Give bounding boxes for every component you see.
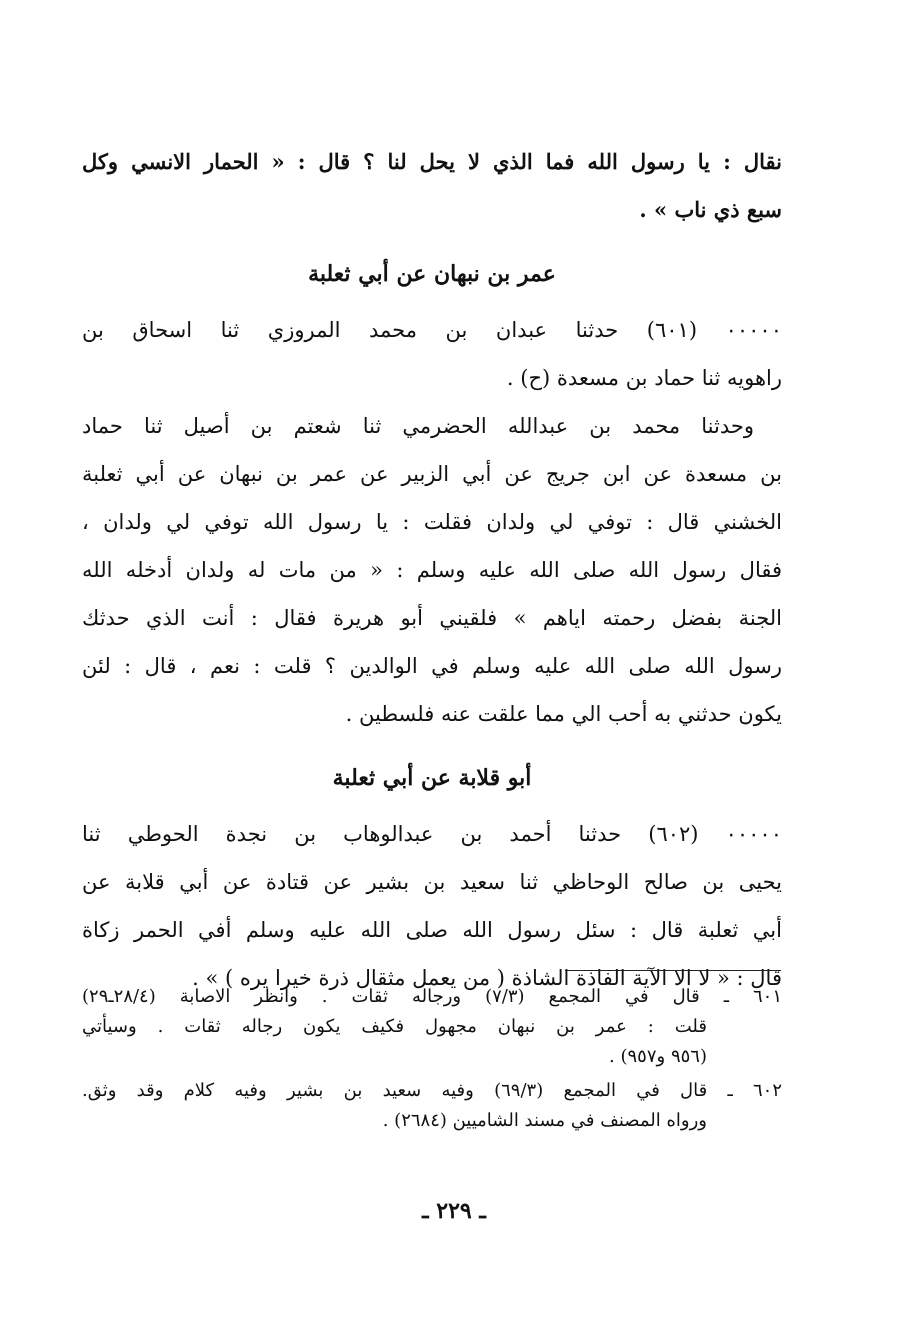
text-line: فقال رسول الله صلى الله عليه وسلم : « من مات له ولدان أدخله الله <box>82 558 782 582</box>
text-line: أبي ثعلبة قال : سئل رسول الله صلى الله عليه وسلم أفي الحمر زكاة <box>82 918 782 942</box>
text-line: بن مسعدة عن ابن جريج عن أبي الزبير عن عمر بن نبهان عن أبي ثعلبة <box>82 462 782 486</box>
text-line: قال : « لا الا الآية الفاذة الشاذة ( من يعمل مثقال ذرة خيرا يره ) » . <box>192 966 782 990</box>
text-line: ٠٠٠٠٠ (٦٠١) حدثنا عبدان بن محمد المروزي ثنا اسحاق بن <box>82 318 782 342</box>
text-line: الخشني قال : توفي لي ولدان فقلت : يا رسول الله توفي لي ولدان ، <box>82 510 782 534</box>
text-line: يكون حدثني به أحب الي مما علقت عنه فلسطين . <box>345 702 782 726</box>
footnote-line: قلت : عمر بن نبهان مجهول فكيف يكون رجاله ثقات . وسيأتي <box>82 1016 707 1037</box>
footnote-separator <box>565 970 781 971</box>
section-heading: عمر بن نبهان عن أبي ثعلبة <box>308 261 556 287</box>
section-heading: أبو قلابة عن أبي ثعلبة <box>332 765 532 791</box>
footnote-601 <box>82 982 782 1072</box>
text-line: ٠٠٠٠٠ (٦٠٢) حدثنا أحمد بن عبدالوهاب بن نجدة الحوطي ثنا <box>82 822 782 846</box>
main-text <box>82 138 782 1002</box>
footnotes <box>82 982 782 1136</box>
text-line: وحدثنا محمد بن عبدالله الحضرمي ثنا شعتم بن أصيل ثنا حماد <box>82 414 754 438</box>
footnote-line: ٦٠٢ ـ قال في المجمع (٦٩/٣) وفيه سعيد بن بشير وفيه كلام وقد وثق. <box>82 1080 782 1101</box>
text-line: سبع ذي ناب » . <box>639 197 782 222</box>
text-line: الجنة بفضل رحمته اياهم » فلقيني أبو هريرة فقال : أنت الذي حدثك <box>82 606 782 630</box>
page-number: ـ ٢٢٩ ـ <box>422 1198 486 1224</box>
text-line: يحيى بن صالح الوحاظي ثنا سعيد بن بشير عن قتادة عن أبي قلابة عن <box>82 870 782 894</box>
text-line: نقال : يا رسول الله فما الذي لا يحل لنا ؟ قال : « الحمار الانسي وكل <box>82 149 782 174</box>
text-line: راهويه ثنا حماد بن مسعدة (ح) . <box>506 366 782 390</box>
footnote-line: ٦٠١ ـ قال في المجمع (٧/٣) ورجاله ثقات . وانظر الاصابة (٢٨/٤ـ٢٩) <box>82 986 782 1007</box>
footnote-line: ورواه المصنف في مسند الشاميين (٢٦٨٤) . <box>382 1110 707 1131</box>
footnote-602 <box>82 1076 782 1136</box>
text-line: رسول الله صلى الله عليه وسلم في الوالدين ؟ قلت : نعم ، قال : لئن <box>82 654 782 678</box>
footnote-line: (٩٥٦ و٩٥٧) . <box>609 1046 707 1067</box>
